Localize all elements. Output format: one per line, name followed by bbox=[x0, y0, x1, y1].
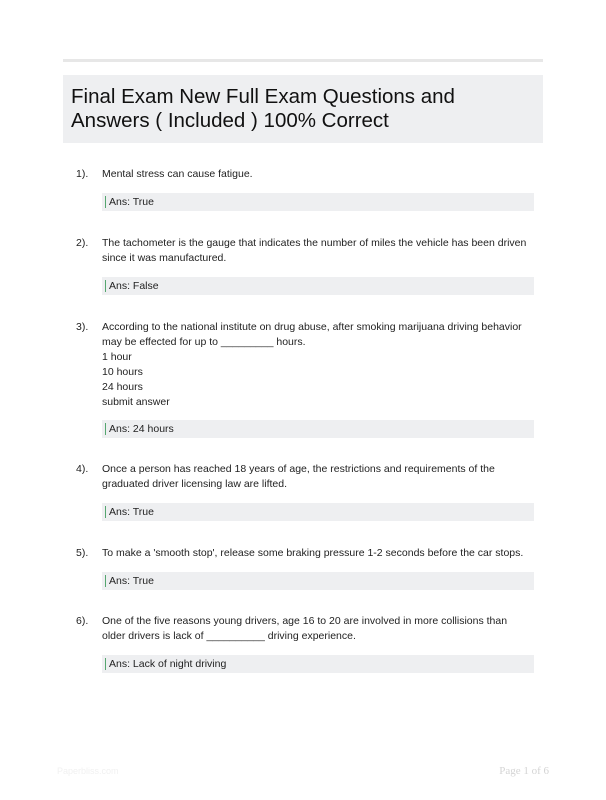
question-line: older drivers is lack of __________ driving experience. bbox=[102, 630, 356, 642]
question-line: To make a 'smooth stop', release some braking pressure 1-2 seconds before the car stops. bbox=[102, 547, 524, 559]
answer-text: Ans: 24 hours bbox=[109, 423, 174, 435]
choice-line: submit answer bbox=[102, 396, 170, 408]
question-line: since it was manufactured. bbox=[102, 252, 227, 264]
page-number: Page 1 of 6 bbox=[499, 765, 549, 777]
answer-marker bbox=[105, 196, 106, 208]
question-text bbox=[102, 462, 538, 492]
top-rule bbox=[63, 59, 543, 62]
question-line: The tachometer is the gauge that indicates the number of miles the vehicle has been driven bbox=[102, 237, 527, 249]
answer-box bbox=[102, 193, 534, 211]
answer-marker bbox=[105, 280, 106, 292]
question-text bbox=[102, 320, 538, 410]
answer-box bbox=[102, 503, 534, 521]
title-line-2: Answers ( Included ) 100% Correct bbox=[71, 109, 389, 132]
document-title bbox=[71, 85, 535, 133]
answer-marker bbox=[105, 575, 106, 587]
question-line: graduated driver licensing law are lifted. bbox=[102, 478, 288, 490]
question-line: According to the national institute on drug abuse, after smoking marijuana driving behavior bbox=[102, 321, 522, 333]
question-number: 1). bbox=[76, 168, 89, 180]
question-line: One of the five reasons young drivers, age 16 to 20 are involved in more collisions than bbox=[102, 615, 508, 627]
answer-box bbox=[102, 420, 534, 438]
watermark-text: Paperbliss.com bbox=[57, 766, 119, 776]
question-number: 5). bbox=[76, 547, 89, 559]
question-line: Mental stress can cause fatigue. bbox=[102, 168, 253, 180]
question-number: 4). bbox=[76, 463, 89, 475]
answer-marker bbox=[105, 658, 106, 670]
answer-text: Ans: True bbox=[109, 196, 154, 208]
choice-line: 1 hour bbox=[102, 351, 132, 363]
choice-line: 10 hours bbox=[102, 366, 143, 378]
answer-marker bbox=[105, 423, 106, 435]
question-line: Once a person has reached 18 years of age, the restrictions and requirements of the bbox=[102, 463, 495, 475]
answer-marker bbox=[105, 506, 106, 518]
question-number: 6). bbox=[76, 615, 89, 627]
question-line: may be effected for up to _________ hours. bbox=[102, 336, 306, 348]
answer-box bbox=[102, 572, 534, 590]
answer-box bbox=[102, 655, 534, 673]
answer-text: Ans: Lack of night driving bbox=[109, 658, 227, 670]
question-text bbox=[102, 167, 538, 182]
question-number: 3). bbox=[76, 321, 89, 333]
answer-text: Ans: False bbox=[109, 280, 159, 292]
answer-text: Ans: True bbox=[109, 575, 154, 587]
question-text bbox=[102, 546, 538, 561]
choice-line: 24 hours bbox=[102, 381, 143, 393]
question-number: 2). bbox=[76, 237, 89, 249]
title-box bbox=[63, 75, 543, 143]
question-text bbox=[102, 236, 538, 266]
question-text bbox=[102, 614, 538, 644]
answer-box bbox=[102, 277, 534, 295]
title-line-1: Final Exam New Full Exam Questions and bbox=[71, 85, 455, 108]
answer-text: Ans: True bbox=[109, 506, 154, 518]
